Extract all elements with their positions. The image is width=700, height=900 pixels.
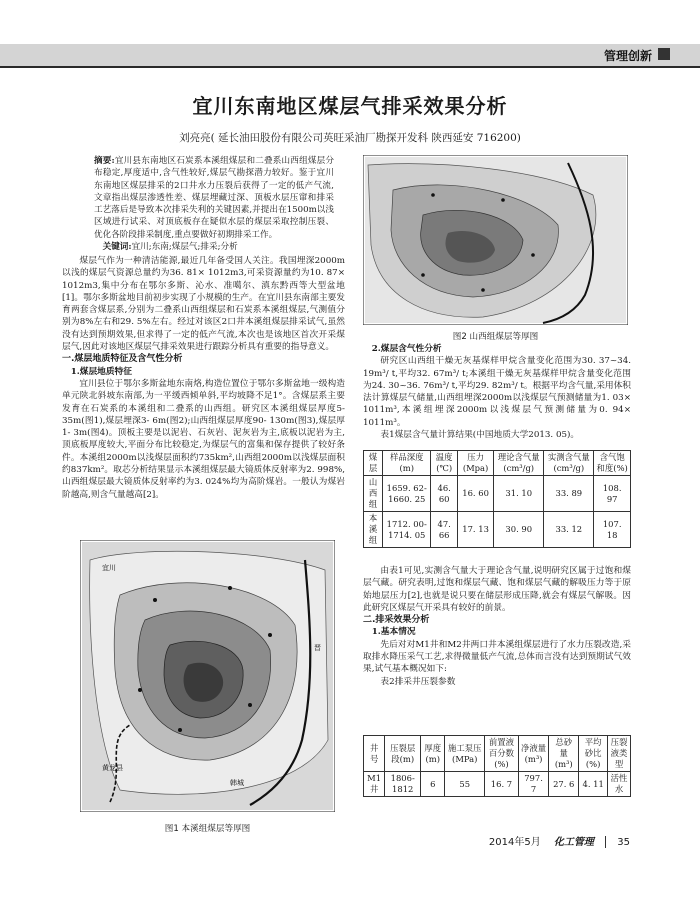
t1-r1-c5: 33. 12 bbox=[544, 512, 594, 548]
t1-h1: 样品深度(m) bbox=[383, 451, 431, 476]
table-2 bbox=[363, 735, 631, 797]
section-2-1-heading: 1.基本情况 bbox=[371, 627, 416, 638]
right-column-bottom bbox=[363, 565, 631, 688]
section-1-2-heading: 2.煤层含气性分析 bbox=[371, 344, 442, 354]
abstract-text: 宜川县东南地区石炭系本溪组煤层和二叠系山西组煤层分布稳定,厚度适中,含气性较好,煤层气勘探潜力较好。鉴于宜川东南地区煤层排采的2口井水力压裂后获得了一定的低产气流,文章指出煤层渗透性差、煤层埋藏过深、顶板水层压窜和排采工艺落后是导致本次排采失利的关键因素,并提出在1500m以浅区域进行试采、对顶底板存在疑似水层的煤层采取控制压裂、优化各阶段排采制度,重点要做好初期排采工作。 bbox=[94, 156, 334, 240]
t1-r0-c3: 16. 60 bbox=[457, 476, 493, 512]
footer-date: 2014年5月 bbox=[488, 837, 541, 848]
fig1-label-hancheng: 韩城 bbox=[230, 779, 244, 787]
t1-r1-c2: 47. 66 bbox=[431, 512, 458, 548]
footer-page-number: 35 bbox=[617, 837, 630, 848]
figure-1-caption: 图1 本溪组煤层等厚图 bbox=[164, 824, 251, 834]
t2-h0: 井号 bbox=[364, 736, 385, 772]
fig1-label-huanglong: 黄龙县 bbox=[102, 764, 123, 772]
t2-r0-c0: M1井 bbox=[364, 772, 385, 797]
t1-r0-c6: 108. 97 bbox=[594, 476, 631, 512]
table-row bbox=[364, 772, 631, 797]
footer-journal: 化工管理 bbox=[553, 837, 594, 848]
figure-2-map bbox=[363, 155, 628, 325]
t1-h4: 理论含气量(cm³/g) bbox=[494, 451, 544, 476]
abstract bbox=[94, 155, 334, 253]
page-footer bbox=[489, 833, 630, 848]
figure-2-caption: 图2 山西组煤层等厚图 bbox=[452, 332, 539, 342]
figure-1-map bbox=[80, 540, 335, 812]
t1-h3: 压力(Mpa) bbox=[457, 451, 493, 476]
t2-h1: 压裂层段(m) bbox=[385, 736, 421, 772]
right-column-top bbox=[363, 343, 631, 441]
table-row bbox=[364, 476, 631, 512]
fig1-label-yichuan: 宜川 bbox=[102, 564, 116, 572]
section-1-heading: 一.煤层地质特征及含气性分析 bbox=[62, 354, 183, 365]
table-row bbox=[364, 512, 631, 548]
t2-h6: 总砂量(m³) bbox=[549, 736, 579, 772]
saturation-paragraph: 由表1可见,实测含气量大于理论含气量,说明研究区属于过饱和煤层气藏。研究表明,过饱和煤层气藏、饱和煤层气藏的解吸压力等于原始地层压力[2],也就是说只要在储层形成压降,就会有煤层气解吸。因此研究区煤层气开采具有较好的前景。 bbox=[363, 566, 631, 613]
t2-r0-c6: 27. 6 bbox=[549, 772, 579, 797]
t1-r0-c2: 46. 60 bbox=[431, 476, 458, 512]
t1-h0: 煤层 bbox=[364, 451, 383, 476]
geology-paragraph: 宜川县位于鄂尔多斯盆地东南烙,构造位置位于鄂尔多斯盆地一级构造单元陕北斜坡东南部,为一平缓西倾单斜,平均坡降不足1°。含煤层系主要发育在石炭系的本溪组和二叠系的山西组。研究区本溪组煤层厚度5- 35m(图1),煤层埋深3- 6m(图2);山西组煤层厚度90- 130m(图3),煤层厚1- 3m(图4)。顶板主要是以泥岩、石灰岩、泥灰岩为主,底板以泥岩为主,顶底板厚度较大,平面分布比较稳定,为煤层气的富集和保存提供了较好条件。本溪组2000m以浅煤层面积约735km²,山西组2000m以浅煤层面积约837km²。取芯分析结果显示本溪组煤层最大镜质体反射率为2. 998%,山西组煤层最大镜质体反射率约为3. 024%均为高阶煤岩。一般认为煤岩阶越高,则含气量越高[2]。 bbox=[62, 378, 345, 500]
header-bar bbox=[0, 44, 700, 68]
article-title: 宜川东南地区煤层气排采效果分析 bbox=[192, 94, 508, 118]
keywords-label: 关键词: bbox=[102, 242, 132, 253]
t2-r0-c4: 16. 7 bbox=[485, 772, 519, 797]
t1-r0-c4: 31. 10 bbox=[494, 476, 544, 512]
t1-r1-c1: 1712. 00- 1714. 05 bbox=[383, 512, 431, 548]
keywords-text: 宜川;东南;煤层气;排采;分析 bbox=[131, 242, 238, 253]
section-2-heading: 二.排采效果分析 bbox=[363, 615, 430, 626]
section-square-icon bbox=[658, 48, 670, 60]
t1-r0-c1: 1659. 62- 1660. 25 bbox=[383, 476, 431, 512]
table-1 bbox=[363, 450, 631, 548]
t2-h2: 厚度(m) bbox=[421, 736, 445, 772]
t1-r1-c6: 107. 18 bbox=[594, 512, 631, 548]
t1-r0-c0: 山西组 bbox=[364, 476, 383, 512]
t2-h7: 平均砂比(%) bbox=[579, 736, 608, 772]
t2-r0-c1: 1806- 1812 bbox=[385, 772, 421, 797]
t1-r1-c3: 17. 13 bbox=[457, 512, 493, 548]
left-column bbox=[62, 255, 345, 501]
intro-paragraph: 煤层气作为一种清洁能源,最近几年备受国人关注。我国埋深2000m以浅的煤层气资源总量约为36. 81× 1012m3,可采资源量约为10. 87× 1012m3,集中分布在鄂尔多斯、沁水、准噶尔、滇东黔西等大型盆地[1]。鄂尔多斯盆地目前初步实现了小规模的生产。在宜川县东南部主要发育两套含煤层系,分别为二叠系山西组煤层和石炭系本溪组煤层,气测值分别为8%左右和29. 5%左右。经过对该区2口井本溪组煤层排采试气,虽然没有达到预期效果,但求得了一定的低产气流,本次也是该地区首次开采煤层气,因此对该地区煤层气排采效果进行跟踪分析具有重要的指导意义。 bbox=[62, 256, 345, 353]
basic-info-paragraph: 先后对对M1井和M2井两口井本溪组煤层进行了水力压裂改造,采取排水降压采气工艺,求得微量低产气流,总体而言没有达到预期试气效果,试气基本概况如下: bbox=[363, 639, 631, 675]
t1-h2: 温度(℃) bbox=[431, 451, 458, 476]
t1-r1-c4: 30. 90 bbox=[494, 512, 544, 548]
t1-r0-c5: 33. 89 bbox=[544, 476, 594, 512]
section-label: 管理创新 bbox=[603, 49, 652, 63]
table-1-header-row bbox=[364, 451, 631, 476]
table-2-intro: 表2排采井压裂参数 bbox=[380, 676, 456, 687]
gas-content-paragraph: 研究区山西组干燥无灰基煤样甲烷含量变化范围为30. 37~34. 19m³/ t,平均32. 67m³/ t;本溪组干燥无灰基煤样甲烷含量变化范围为24. 30~36. 76m³/ t,平均29. 82m³/ t。根据平均含气量,采用体积法计算煤层气储量,山西组埋深2000m以浅煤层气预测储量为1. 03× 1011m³,本溪组埋深2000m以浅煤层气预测储量为0. 94× 1011m³。 bbox=[363, 356, 631, 428]
t1-r1-c0: 本溪组 bbox=[364, 512, 383, 548]
abstract-label: 摘要: bbox=[94, 156, 115, 166]
fig1-label-jin: 晋 bbox=[314, 644, 321, 652]
t2-r0-c7: 4. 11 bbox=[579, 772, 608, 797]
t1-h6: 含气饱和度(%) bbox=[594, 451, 631, 476]
footer-divider bbox=[605, 836, 606, 848]
t2-r0-c8: 活性水 bbox=[608, 772, 631, 797]
t2-h3: 施工泵压(MPa) bbox=[445, 736, 485, 772]
table-2-header-row bbox=[364, 736, 631, 772]
t1-h5: 实测含气量(cm³/g) bbox=[544, 451, 594, 476]
author-line: 刘亮亮( 延长油田股份有限公司英旺采油厂勘探开发科 陕西延安 716200) bbox=[179, 132, 521, 144]
t2-r0-c2: 6 bbox=[421, 772, 445, 797]
t2-h8: 压裂液类型 bbox=[608, 736, 631, 772]
section-1-1-heading: 1.煤层地质特征 bbox=[70, 366, 132, 377]
t2-h5: 净液量(m³) bbox=[518, 736, 549, 772]
t2-r0-c5: 797. 7 bbox=[518, 772, 549, 797]
t2-r0-c3: 55 bbox=[445, 772, 485, 797]
t2-h4: 前置液百分数(%) bbox=[485, 736, 519, 772]
table-1-intro: 表1煤层含气量计算结果(中国地质大学2013. 05)。 bbox=[380, 430, 580, 441]
